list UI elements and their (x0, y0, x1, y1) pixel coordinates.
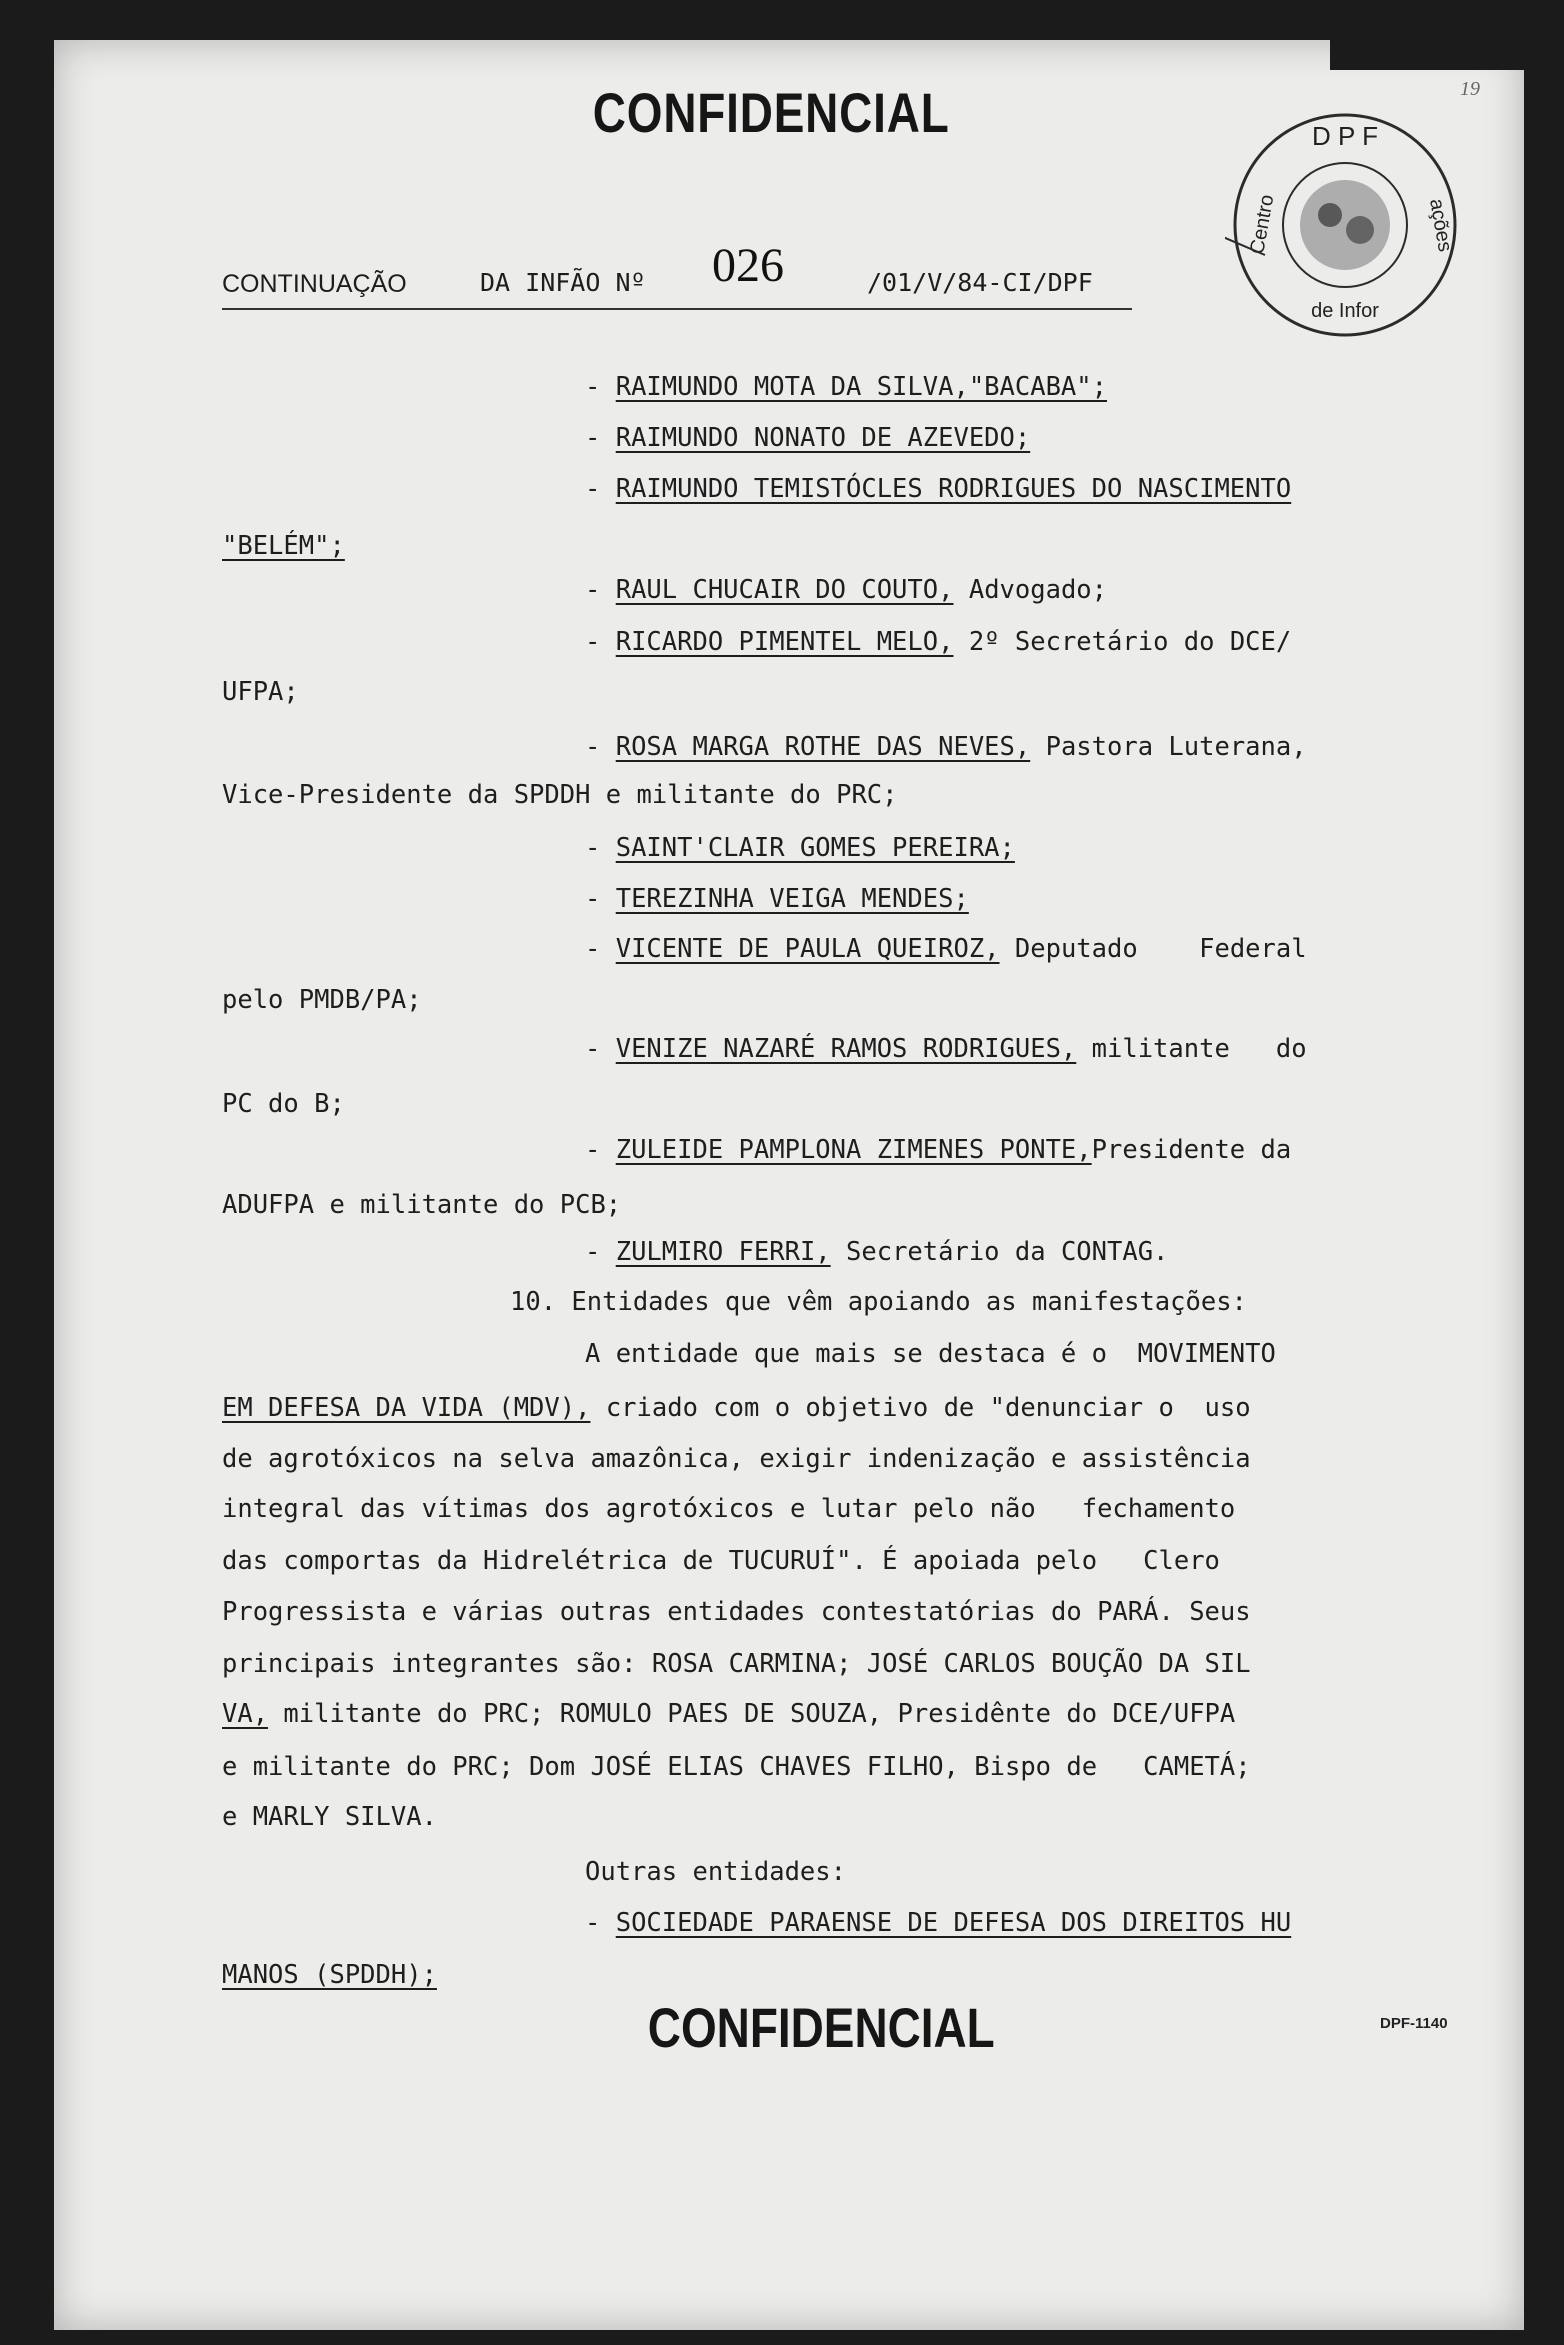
line-text: criado com o objetivo de "denunciar o uso (590, 1393, 1251, 1423)
continuation-infao: DA INFÃO Nº (480, 268, 646, 297)
line-text: militante do (1076, 1034, 1307, 1064)
list-dash: - (585, 934, 616, 964)
underlined-name: MANOS (SPDDH); (222, 1960, 437, 1990)
list-dash: - (585, 372, 616, 402)
document-number: 026 (712, 239, 784, 292)
scan-border (1330, 40, 1524, 70)
underlined-name: EM DEFESA DA VIDA (MDV), (222, 1393, 591, 1423)
line-text: ADUFPA e militante do PCB; (222, 1190, 622, 1220)
seal-top-text: D P F (1312, 121, 1378, 151)
body-line (222, 1546, 1220, 1576)
line-text: integral das vítimas dos agrotóxicos e lutar pelo não fechamento (222, 1494, 1236, 1524)
document-reference: /01/V/84-CI/DPF (867, 268, 1093, 297)
body-line (222, 780, 898, 810)
body-line (585, 1857, 846, 1887)
underlined-name: VA, (222, 1699, 269, 1729)
body-line (222, 677, 299, 707)
line-text: Vice-Presidente da SPDDH e militante do PRC; (222, 780, 898, 810)
line-text: das comportas da Hidrelétrica de TUCURUÍ". É apoiada pelo Clero (222, 1546, 1220, 1576)
line-text: UFPA; (222, 677, 299, 707)
body-line (585, 474, 1292, 504)
underlined-name: RAIMUNDO TEMISTÓCLES RODRIGUES DO NASCIMENTO (615, 474, 1292, 504)
dpf-seal-stamp (1225, 105, 1465, 345)
body-line (222, 1699, 1236, 1729)
underlined-name: VICENTE DE PAULA QUEIROZ, (615, 934, 1000, 964)
list-dash: - (585, 627, 616, 657)
body-line (585, 1135, 1292, 1165)
line-text: Presidente da (1091, 1135, 1292, 1165)
seal-left-text: Centro (1246, 192, 1279, 256)
form-code: DPF-1140 (1380, 2015, 1448, 2032)
underlined-name: SAINT'CLAIR GOMES PEREIRA; (615, 833, 1015, 863)
underlined-name: ZULEIDE PAMPLONA ZIMENES PONTE, (615, 1135, 1092, 1165)
body-line (585, 1908, 1292, 1938)
line-text: 2º Secretário do DCE/ (953, 627, 1292, 657)
body-line (585, 1034, 1307, 1064)
body-line (585, 1339, 1276, 1369)
body-line (585, 423, 1031, 453)
continuation-label: CONTINUAÇÃO (222, 270, 407, 298)
body-line (510, 1287, 1247, 1317)
classification-header: CONFIDENCIAL (592, 81, 950, 144)
underlined-name: "BELÉM"; (222, 531, 345, 561)
page-mark: 19 (1460, 78, 1480, 100)
list-dash: - (585, 1135, 616, 1165)
line-text: A entidade que mais se destaca é o MOVIMENTO (585, 1339, 1276, 1369)
body-line (222, 985, 422, 1015)
line-text: principais integrantes são: ROSA CARMINA; JOSÉ CARLOS BOUÇÃO DA SIL (222, 1649, 1251, 1679)
line-text: Outras entidades: (585, 1857, 846, 1887)
list-dash: - (585, 732, 616, 762)
classification-footer: CONFIDENCIAL (647, 1996, 995, 2059)
list-dash: - (585, 1237, 616, 1267)
line-text: e militante do PRC; Dom JOSÉ ELIAS CHAVES FILHO, Bispo de CAMETÁ; (222, 1752, 1251, 1782)
underlined-name: SOCIEDADE PARAENSE DE DEFESA DOS DIREITOS HU (615, 1908, 1292, 1938)
line-text: Advogado; (953, 575, 1108, 605)
body-line (585, 833, 1015, 863)
body-line (585, 1237, 1169, 1267)
body-line (585, 627, 1292, 657)
body-line (222, 531, 345, 561)
body-line (585, 884, 969, 914)
line-text: Pastora Luterana, (1030, 732, 1307, 762)
list-dash: - (585, 833, 616, 863)
line-text: PC do B; (222, 1089, 345, 1119)
seal-bottom-text: de Infor (1311, 300, 1379, 322)
underlined-name: RAUL CHUCAIR DO COUTO, (615, 575, 954, 605)
underlined-name: RICARDO PIMENTEL MELO, (615, 627, 954, 657)
body-line (222, 1444, 1251, 1474)
underlined-name: VENIZE NAZARÉ RAMOS RODRIGUES, (615, 1034, 1077, 1064)
list-dash: - (585, 575, 616, 605)
body-line (585, 372, 1107, 402)
body-line (222, 1649, 1251, 1679)
list-dash: - (585, 1908, 616, 1938)
underlined-name: ROSA MARGA ROTHE DAS NEVES, (615, 732, 1031, 762)
body-line (222, 1494, 1236, 1524)
list-dash: - (585, 423, 616, 453)
body-line (222, 1752, 1251, 1782)
underlined-name: ZULMIRO FERRI, (615, 1237, 831, 1267)
body-line (585, 934, 1307, 964)
body-line (222, 1089, 345, 1119)
body-line (222, 1393, 1251, 1423)
list-dash: - (585, 474, 616, 504)
line-text: Secretário da CONTAG. (830, 1237, 1169, 1267)
underlined-name: TEREZINHA VEIGA MENDES; (615, 884, 969, 914)
underlined-name: RAIMUNDO NONATO DE AZEVEDO; (615, 423, 1031, 453)
underlined-name: RAIMUNDO MOTA DA SILVA,"BACABA"; (615, 372, 1107, 402)
body-line (222, 1802, 437, 1832)
body-line (222, 1960, 437, 1990)
line-text: 10. Entidades que vêm apoiando as manifestações: (510, 1287, 1247, 1317)
body-line (585, 732, 1307, 762)
list-dash: - (585, 1034, 616, 1064)
line-text: e MARLY SILVA. (222, 1802, 437, 1832)
line-text: Deputado Federal (999, 934, 1307, 964)
line-text: de agrotóxicos na selva amazônica, exigir indenização e assistência (222, 1444, 1251, 1474)
body-line (222, 1190, 622, 1220)
list-dash: - (585, 884, 616, 914)
line-text: Progressista e várias outras entidades contestatórias do PARÁ. Seus (222, 1597, 1251, 1627)
body-line (222, 1597, 1251, 1627)
line-text: pelo PMDB/PA; (222, 985, 422, 1015)
seal-right-text: ações (1425, 197, 1457, 254)
line-text: militante do PRC; ROMULO PAES DE SOUZA, Presidênte do DCE/UFPA (268, 1699, 1236, 1729)
body-line (585, 575, 1108, 605)
